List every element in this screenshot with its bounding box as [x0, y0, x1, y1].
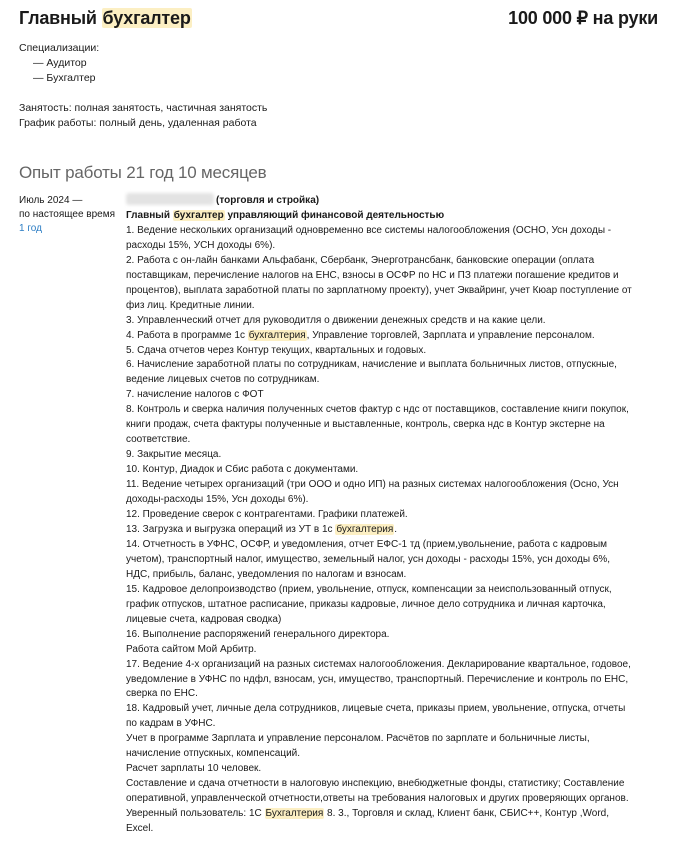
title-highlight: бухгалтер: [102, 8, 191, 28]
description-line: 1. Ведение нескольких организаций одновременно все системы налогообложения (ОСНО, Усн доходы - расходы 15%, УСН доходы 6%).: [126, 224, 612, 251]
job-description: [126, 224, 634, 837]
role-highlight: бухгалтер: [173, 209, 224, 221]
work-schedule: График работы: полный день, удаленная работа: [19, 117, 257, 129]
specializations-label: Специализации:: [19, 42, 100, 54]
description-line: Учет в программе Зарплата и управление персоналом. Расчётов по зарплате и больничные листы, начисление отпускных, компенсаций.: [126, 733, 590, 760]
description-line: 10. Контур, Диадок и Сбис работа с документами.: [126, 464, 359, 476]
job-role: [126, 209, 634, 224]
description-line: Работа сайтом Мой Арбитр.: [126, 643, 257, 655]
specialization-item: — Аудитор: [33, 57, 87, 69]
highlight-term: бухгалтерия: [248, 329, 306, 341]
description-line: 4. Работа в программе 1с бухгалтерия, Управление торговлей, Зарплата и управление персоналом.: [126, 329, 595, 341]
description-line: 18. Кадровый учет, личные дела сотрудников, лицевые счета, приказы прием, увольнение, отпуска, отчеты по кадрам в УФНС.: [126, 703, 626, 730]
description-line: 15. Кадровое делопроизводство (прием, увольнение, отпуск, компенсации за неиспользованный отпуск, график отпусков, штатное расписание, приказы кадровые, личное дело сотрудника и личная карточка, лицевые счета, кадровая сводка): [126, 583, 612, 625]
description-line: 13. Загрузка и выгрузка операций из УТ в 1с бухгалтерия.: [126, 523, 398, 535]
description-line: Составление и сдача отчетности в налоговую инспекцию, внебюджетные фонды, статистику; Составление оперативной, управленческой отчетности,ответы на требования налоговых и других проверяющих органов. Уверенный пользователь: 1С Бухгалтерия 8. 3., Торговля и склад, Клиент банк, СБИС++, Контур ,Word, Excel.: [126, 778, 629, 835]
company-suffix: (торговля и стройка): [216, 195, 320, 206]
job-duration: 1 год: [19, 223, 42, 234]
job-details: [126, 193, 634, 837]
description-line: 11. Ведение четырех организаций (три ООО и одно ИП) на разных системах налогообложения (Осно, Усн доходы-расходы 15%, Усн доходы 6%).: [126, 479, 619, 506]
description-line: 6. Начисление заработной платы по сотрудникам, начисление и выплата больничных листов, отпускные, ведение лицевых счетов по сотрудникам.: [126, 359, 617, 386]
employment-type: Занятость: полная занятость, частичная занятость: [19, 102, 268, 114]
salary: 100 000 ₽ на руки: [508, 8, 658, 28]
title-prefix: Главный: [19, 8, 97, 28]
employment-info: [19, 101, 267, 131]
description-line: 14. Отчетность в УФНС, ОСФР, и уведомления, отчет ЕФС-1 тд (прием,увольнение, работа с кадровым учетом), транспортный налог, имущество, земельный налог, усн доходы - расходы 15%, усн доходы 6%, НДС, прибыль, баланс, уведомления по налогам и взносам.: [126, 538, 611, 580]
description-line: 7. начисление налогов с ФОТ: [126, 389, 264, 401]
description-line: 8. Контроль и сверка наличия полученных счетов фактур с ндс от поставщиков, составление книги покупок, книги продаж, счета фактуры полученные и выставленные, контроль, сверка ндс в Контур экстерне на соответствие.: [126, 404, 629, 446]
description-line: 16. Выполнение распоряжений генерального директора.: [126, 628, 390, 640]
specialization-item: — Бухгалтер: [33, 72, 96, 84]
experience-title: Опыт работы 21 год 10 месяцев: [19, 163, 267, 182]
description-line: 3. Управленческий отчет для руководитля о движении денежных средств и на какие цели.: [126, 314, 546, 326]
company-line: [126, 193, 634, 209]
description-line: 2. Работа с он-лайн банками Альфабанк, Сбербанк, Энерготрансбанк, банковские операции (оплата поставщикам, перечисление налогов на ЕНС, взносы в ОСФР по НС и ПЗ платежи погашение кредитов и процентов), выплата заработной платы по зарплатному проекту), учет Эквайринг, учет Кюар поступление от физ лиц. Кредитные линии.: [126, 254, 632, 311]
description-line: 12. Проведение сверок с контрагентами. Графики платежей.: [126, 509, 408, 521]
role-suffix: управляющий финансовой деятельностью: [227, 209, 445, 221]
description-line: 9. Закрытие месяца.: [126, 449, 222, 461]
resume-title: [19, 8, 192, 29]
description-line: Расчет зарплаты 10 человек.: [126, 763, 262, 775]
specializations: [19, 41, 99, 86]
highlight-term: бухгалтерия: [336, 523, 394, 535]
description-line: 17. Ведение 4-х организаций на разных системах налогообложения. Декларирование квартальное, годовое, уведомление в УФНС по ндфл, взносам, усн, имущество, транспортный. Перечисление и контроль по ЕНС, сверка по ЕНС.: [126, 658, 631, 700]
job-period: [19, 194, 123, 236]
company-name-redacted: [126, 193, 214, 205]
period-end: по настоящее время: [19, 209, 116, 220]
period-start: Июль 2024 —: [19, 195, 83, 206]
role-prefix: Главный: [126, 209, 170, 221]
highlight-term: Бухгалтерия: [265, 808, 324, 820]
description-line: 5. Сдача отчетов через Контур текущих, квартальных и годовых.: [126, 344, 427, 356]
